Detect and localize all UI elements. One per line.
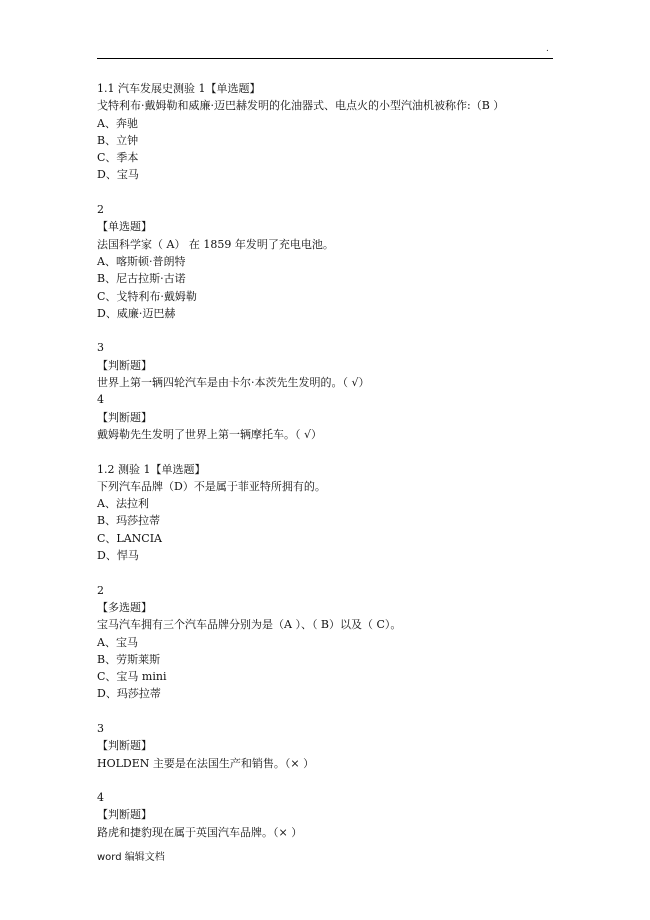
option-a: A、法拉利	[97, 497, 149, 511]
question-number: 2	[97, 203, 104, 217]
option-b: B、尼古拉斯·古诺	[97, 272, 186, 286]
question-heading: 1.1 汽车发展史测验 1【单选题】	[97, 82, 261, 95]
header-rule	[97, 58, 553, 59]
option-d: D、威廉·迈巴赫	[97, 306, 176, 320]
option-d: D、玛莎拉蒂	[97, 687, 161, 701]
question-stem: HOLDEN 主要是在法国生产和销售。（× ）	[97, 756, 315, 770]
option-a: A、喀斯顿·普朗特	[97, 254, 186, 268]
question-stem: 法国科学家（ A） 在 1859 年发明了充电电池。	[97, 237, 334, 251]
spacer	[97, 322, 557, 339]
question-number: 3	[97, 341, 104, 355]
question-stem: 戴姆勒先生发明了世界上第一辆摩托车。（ √）	[97, 427, 323, 441]
option-b: B、立钟	[97, 133, 139, 147]
question-heading: 1.2 测验 1【单选题】	[97, 462, 206, 476]
question-type: 【判断题】	[97, 410, 152, 424]
spacer	[97, 564, 557, 581]
question-type: 【判断题】	[97, 358, 152, 372]
option-c: C、戈特利布·戴姆勒	[97, 289, 197, 303]
option-b: B、玛莎拉蒂	[97, 514, 161, 528]
option-d: D、宝马	[97, 168, 139, 182]
spacer	[97, 703, 557, 720]
option-a: A、宝马	[97, 635, 138, 649]
option-c: C、宝马 mini	[97, 670, 167, 684]
spacer	[97, 443, 557, 460]
spacer	[97, 772, 557, 789]
spacer	[97, 184, 557, 201]
question-stem: 世界上第一辆四轮汽车是由卡尔·本茨先生发明的。（ √）	[97, 376, 370, 390]
question-number: 3	[97, 721, 104, 735]
question-type: 【判断题】	[97, 808, 152, 822]
option-c: C、LANCIA	[97, 531, 162, 545]
option-b: B、劳斯莱斯	[97, 652, 161, 666]
option-c: C、季本	[97, 151, 139, 165]
document-body	[97, 80, 557, 841]
question-stem: 宝马汽车拥有三个汽车品牌分别为是（A ）、（ B）以及（ C）。	[97, 618, 402, 632]
question-number: 4	[97, 393, 104, 407]
question-number: 4	[97, 791, 104, 805]
question-number: 2	[97, 583, 104, 597]
question-type: 【单选题】	[97, 220, 152, 234]
question-type: 【判断题】	[97, 739, 152, 753]
header-mark: .	[546, 44, 549, 54]
option-a: A、奔驰	[97, 116, 138, 130]
footer-text: word 编辑文档	[97, 852, 165, 863]
question-stem: 下列汽车品牌（D）不是属于菲亚特所拥有的。	[97, 479, 326, 493]
question-stem: 路虎和捷豹现在属于英国汽车品牌。（× ）	[97, 825, 303, 839]
question-stem: 戈特利布·戴姆勒和威廉·迈巴赫发明的化油器式、电点火的小型汽油机被称作:（B ）	[97, 99, 505, 113]
question-type: 【多选题】	[97, 600, 152, 614]
option-d: D、悍马	[97, 549, 139, 563]
